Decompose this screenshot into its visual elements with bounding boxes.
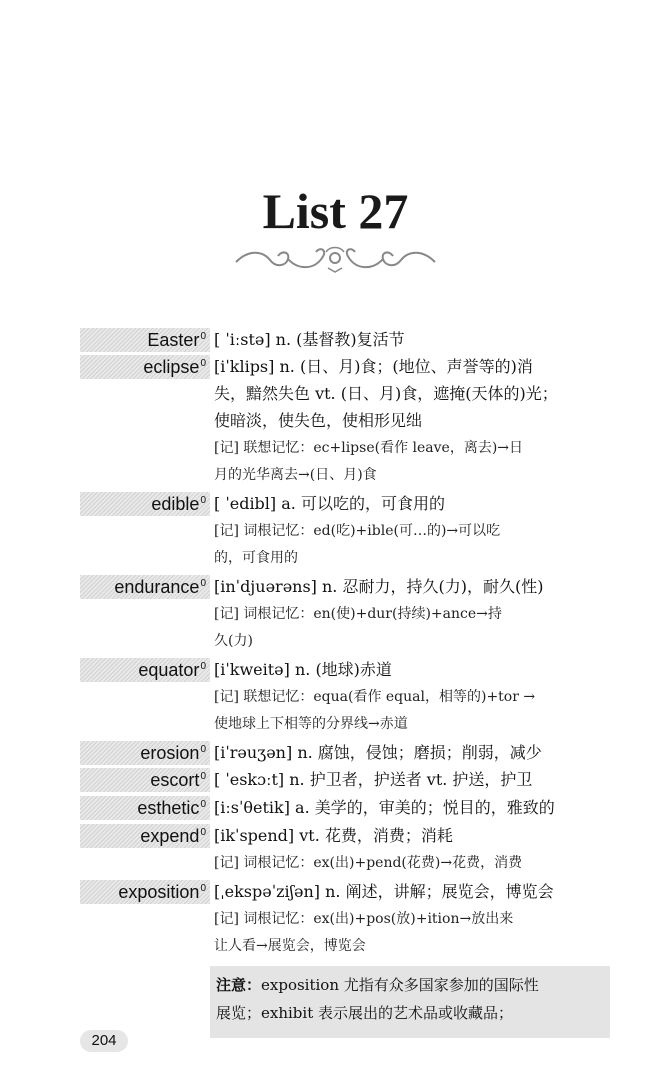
memory-tip-line: [记] 联想记忆：equa(看作 equal，相等的)+tor → — [214, 689, 536, 705]
definition-line: [ikˈspend] vt. 花费，消费；消耗 — [214, 826, 453, 845]
headword-label: escort$^0$ — [80, 768, 210, 792]
memory-tip-line: [记] 词根记忆：ex(出)+pend(花费)→花费，消费 — [214, 855, 523, 871]
definition-line: [ ˈeskɔːt] n. 护卫者，护送者 vt. 护送，护卫 — [214, 770, 533, 789]
memory-tip-line: 使地球上下相等的分界线→赤道 — [214, 716, 408, 732]
definition-line: 使暗淡，使失色，使相形见绌 — [214, 411, 423, 430]
headword-label: endurance$^0$ — [80, 575, 210, 599]
definition-line: [iˈkweitə] n. (地球)赤道 — [214, 660, 392, 679]
definition-line: [iˈrəuʒən] n. 腐蚀，侵蚀；磨损；削弱，减少 — [214, 743, 542, 762]
memory-tip-line: [记] 词根记忆：ed(吃)+ible(可…的)→可以吃 — [214, 523, 501, 539]
headword-label: eclipse$^0$ — [80, 355, 210, 379]
memory-tip-line: [记] 词根记忆：ex(出)+pos(放)+ition→放出来 — [214, 911, 514, 927]
note-label: 注意： — [216, 976, 262, 994]
ornament-divider-icon — [228, 242, 443, 276]
headword-label: expend$^0$ — [80, 824, 210, 848]
memory-tip-line: 的，可食用的 — [214, 550, 298, 566]
headword-label: exposition$^0$ — [80, 880, 210, 904]
definition-line: 失，黯然失色 vt. (日、月)食，遮掩(天体的)光； — [214, 384, 558, 403]
note-line: 展览；exhibit 表示展出的艺术品或收藏品； — [216, 1004, 513, 1022]
memory-tip-line: [记] 联想记忆：ec+lipse(看作 leave，离去)→日 — [214, 440, 524, 456]
headword-label: equator$^0$ — [80, 658, 210, 682]
memory-tip-line: 久(力) — [214, 633, 253, 649]
list-title: List 27 — [262, 183, 409, 239]
headword-label: edible$^0$ — [80, 492, 210, 516]
memory-tip-line: [记] 词根记忆：en(使)+dur(持续)+ance→持 — [214, 606, 502, 622]
page-number: 204 — [80, 1030, 128, 1052]
definition-line: [ ˈiːstə] n. (基督教)复活节 — [214, 330, 405, 349]
headword-label: erosion$^0$ — [80, 741, 210, 765]
usage-note-box — [210, 966, 610, 1038]
definition-line: [ ˈedibl] a. 可以吃的，可食用的 — [214, 494, 445, 513]
definition-line: [inˈdjuərəns] n. 忍耐力，持久(力)，耐久(性) — [214, 577, 544, 596]
definition-line: [iˈklips] n. (日、月)食；(地位、声誉等的)消 — [214, 357, 533, 376]
definition-line: [ˌekspəˈziʃən] n. 阐述，讲解；展览会，博览会 — [214, 882, 554, 901]
note-line: 注意：exposition 尤指有众多国家参加的国际性 — [216, 976, 539, 994]
definition-line: [iːsˈθetik] a. 美学的，审美的；悦目的，雅致的 — [214, 798, 555, 817]
memory-tip-line: 让人看→展览会，博览会 — [214, 938, 366, 954]
headword-label: Easter$^0$ — [80, 328, 210, 352]
headword-label: esthetic$^0$ — [80, 796, 210, 820]
memory-tip-line: 月的光华离去→(日、月)食 — [214, 467, 377, 483]
